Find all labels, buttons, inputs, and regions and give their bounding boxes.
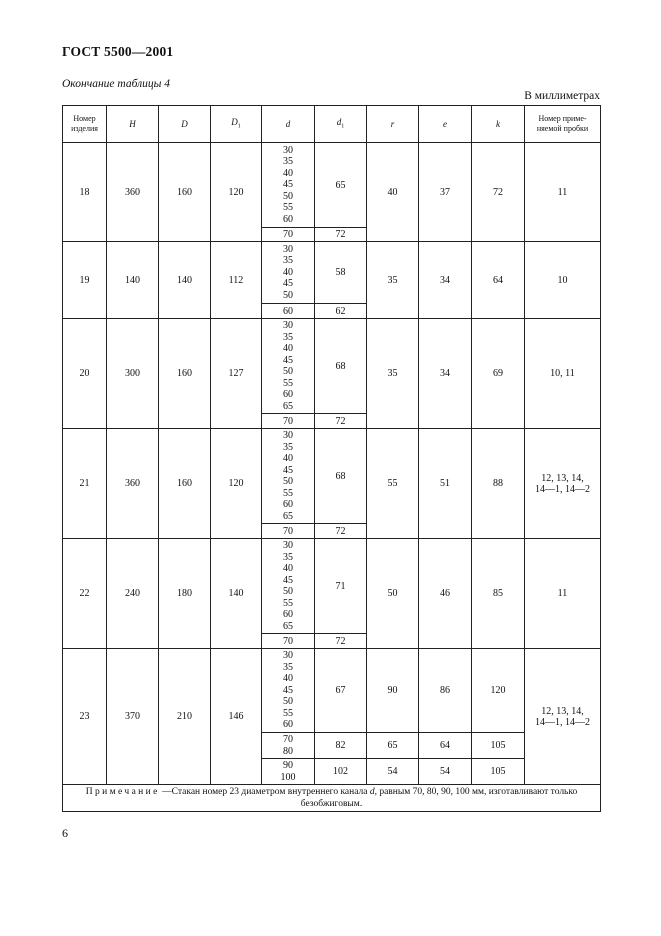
- cell-k: 120: [472, 649, 525, 733]
- cell-d1: 72: [315, 524, 367, 539]
- cell-d1: 65: [315, 143, 367, 228]
- cell-plug-number: 10: [525, 242, 601, 319]
- cell-k: 72: [472, 143, 525, 242]
- cell-H: 300: [107, 319, 159, 429]
- cell-r: 55: [367, 429, 419, 539]
- cell-e: 86: [419, 649, 472, 733]
- cell-r: 40: [367, 143, 419, 242]
- cell-d1: 71: [315, 539, 367, 634]
- cell-k: 88: [472, 429, 525, 539]
- cell-D1: 140: [211, 539, 262, 649]
- col-header-plug-number: Номер приме- няемой пробки: [525, 106, 601, 143]
- note-row: [63, 785, 601, 812]
- cell-d-list: 30 35 40 45 50 55 60 65: [262, 319, 315, 414]
- cell-H: 140: [107, 242, 159, 319]
- cell-d1: 72: [315, 414, 367, 429]
- cell-item-number: 22: [63, 539, 107, 649]
- cell-D: 160: [159, 319, 211, 429]
- cell-d-list: 30 35 40 45 50 55 60 65: [262, 429, 315, 524]
- cell-d1: 82: [315, 733, 367, 759]
- cell-D: 180: [159, 539, 211, 649]
- col-header-e: e: [419, 106, 472, 143]
- page-number: 6: [62, 826, 68, 840]
- cell-d-list: 30 35 40 45 50 55 60: [262, 143, 315, 228]
- cell-plug-number: 12, 13, 14, 14—1, 14—2: [525, 649, 601, 785]
- cell-d: 70: [262, 414, 315, 429]
- cell-plug-number: 12, 13, 14, 14—1, 14—2: [525, 429, 601, 539]
- col-header-D: D: [159, 106, 211, 143]
- cell-H: 360: [107, 429, 159, 539]
- table-row: [63, 429, 601, 524]
- cell-H: 370: [107, 649, 159, 785]
- col-header-D1: $D_1$: [211, 106, 262, 143]
- cell-H: 360: [107, 143, 159, 242]
- cell-d-list: 90 100: [262, 759, 315, 785]
- cell-r: 90: [367, 649, 419, 733]
- cell-d-list: 30 35 40 45 50: [262, 242, 315, 304]
- cell-d: 70: [262, 228, 315, 242]
- cell-r: 54: [367, 759, 419, 785]
- cell-k: 85: [472, 539, 525, 649]
- table-row: [63, 242, 601, 304]
- cell-item-number: 21: [63, 429, 107, 539]
- cell-D1: 127: [211, 319, 262, 429]
- cell-d1: 102: [315, 759, 367, 785]
- cell-e: 64: [419, 733, 472, 759]
- cell-d-list: 30 35 40 45 50 55 60 65: [262, 539, 315, 634]
- cell-d: 70: [262, 524, 315, 539]
- cell-D: 140: [159, 242, 211, 319]
- cell-d1: 68: [315, 429, 367, 524]
- cell-r: 35: [367, 319, 419, 429]
- cell-d: 70: [262, 634, 315, 649]
- note-label: Примечание: [85, 787, 160, 797]
- col-header-r: r: [367, 106, 419, 143]
- document-id: ГОСТ 5500—2001: [62, 44, 174, 59]
- col-header-d1: $d_1$: [315, 106, 367, 143]
- table-row: [63, 539, 601, 634]
- cell-e: 51: [419, 429, 472, 539]
- units-label: В миллиметрах: [524, 90, 600, 102]
- cell-item-number: 19: [63, 242, 107, 319]
- cell-plug-number: 11: [525, 143, 601, 242]
- cell-k: 105: [472, 733, 525, 759]
- cell-item-number: 20: [63, 319, 107, 429]
- table-row: [63, 319, 601, 414]
- cell-d-list: 30 35 40 45 50 55 60: [262, 649, 315, 733]
- cell-D: 210: [159, 649, 211, 785]
- table-row: [63, 649, 601, 733]
- table-caption: Окончание таблицы 4: [62, 78, 170, 90]
- col-header-item-number: Номер изделия: [63, 106, 107, 143]
- cell-D1: 146: [211, 649, 262, 785]
- cell-D1: 120: [211, 143, 262, 242]
- col-header-H: H: [107, 106, 159, 143]
- dimensions-table: [62, 105, 601, 812]
- cell-D1: 112: [211, 242, 262, 319]
- cell-e: 54: [419, 759, 472, 785]
- cell-d1: 72: [315, 228, 367, 242]
- table-row: [63, 143, 601, 228]
- cell-d-list: 70 80: [262, 733, 315, 759]
- cell-e: 37: [419, 143, 472, 242]
- cell-d1: 58: [315, 242, 367, 304]
- cell-d1: 72: [315, 634, 367, 649]
- table-note: Примечание —Стакан номер 23 диаметром внутреннего канала d, равным 70, 80, 90, 100 мм, изготавливают только безобжиговым.: [63, 785, 601, 812]
- cell-d: 60: [262, 304, 315, 319]
- cell-d1: 62: [315, 304, 367, 319]
- cell-e: 46: [419, 539, 472, 649]
- cell-d1: 67: [315, 649, 367, 733]
- cell-item-number: 23: [63, 649, 107, 785]
- cell-plug-number: 10, 11: [525, 319, 601, 429]
- cell-D: 160: [159, 429, 211, 539]
- cell-k: 105: [472, 759, 525, 785]
- cell-H: 240: [107, 539, 159, 649]
- col-header-d: d: [262, 106, 315, 143]
- cell-item-number: 18: [63, 143, 107, 242]
- cell-D: 160: [159, 143, 211, 242]
- cell-r: 65: [367, 733, 419, 759]
- cell-plug-number: 11: [525, 539, 601, 649]
- cell-d1: 68: [315, 319, 367, 414]
- cell-D1: 120: [211, 429, 262, 539]
- cell-r: 50: [367, 539, 419, 649]
- cell-r: 35: [367, 242, 419, 319]
- cell-e: 34: [419, 319, 472, 429]
- cell-k: 64: [472, 242, 525, 319]
- table-header-row: [63, 106, 601, 143]
- cell-e: 34: [419, 242, 472, 319]
- col-header-k: k: [472, 106, 525, 143]
- cell-k: 69: [472, 319, 525, 429]
